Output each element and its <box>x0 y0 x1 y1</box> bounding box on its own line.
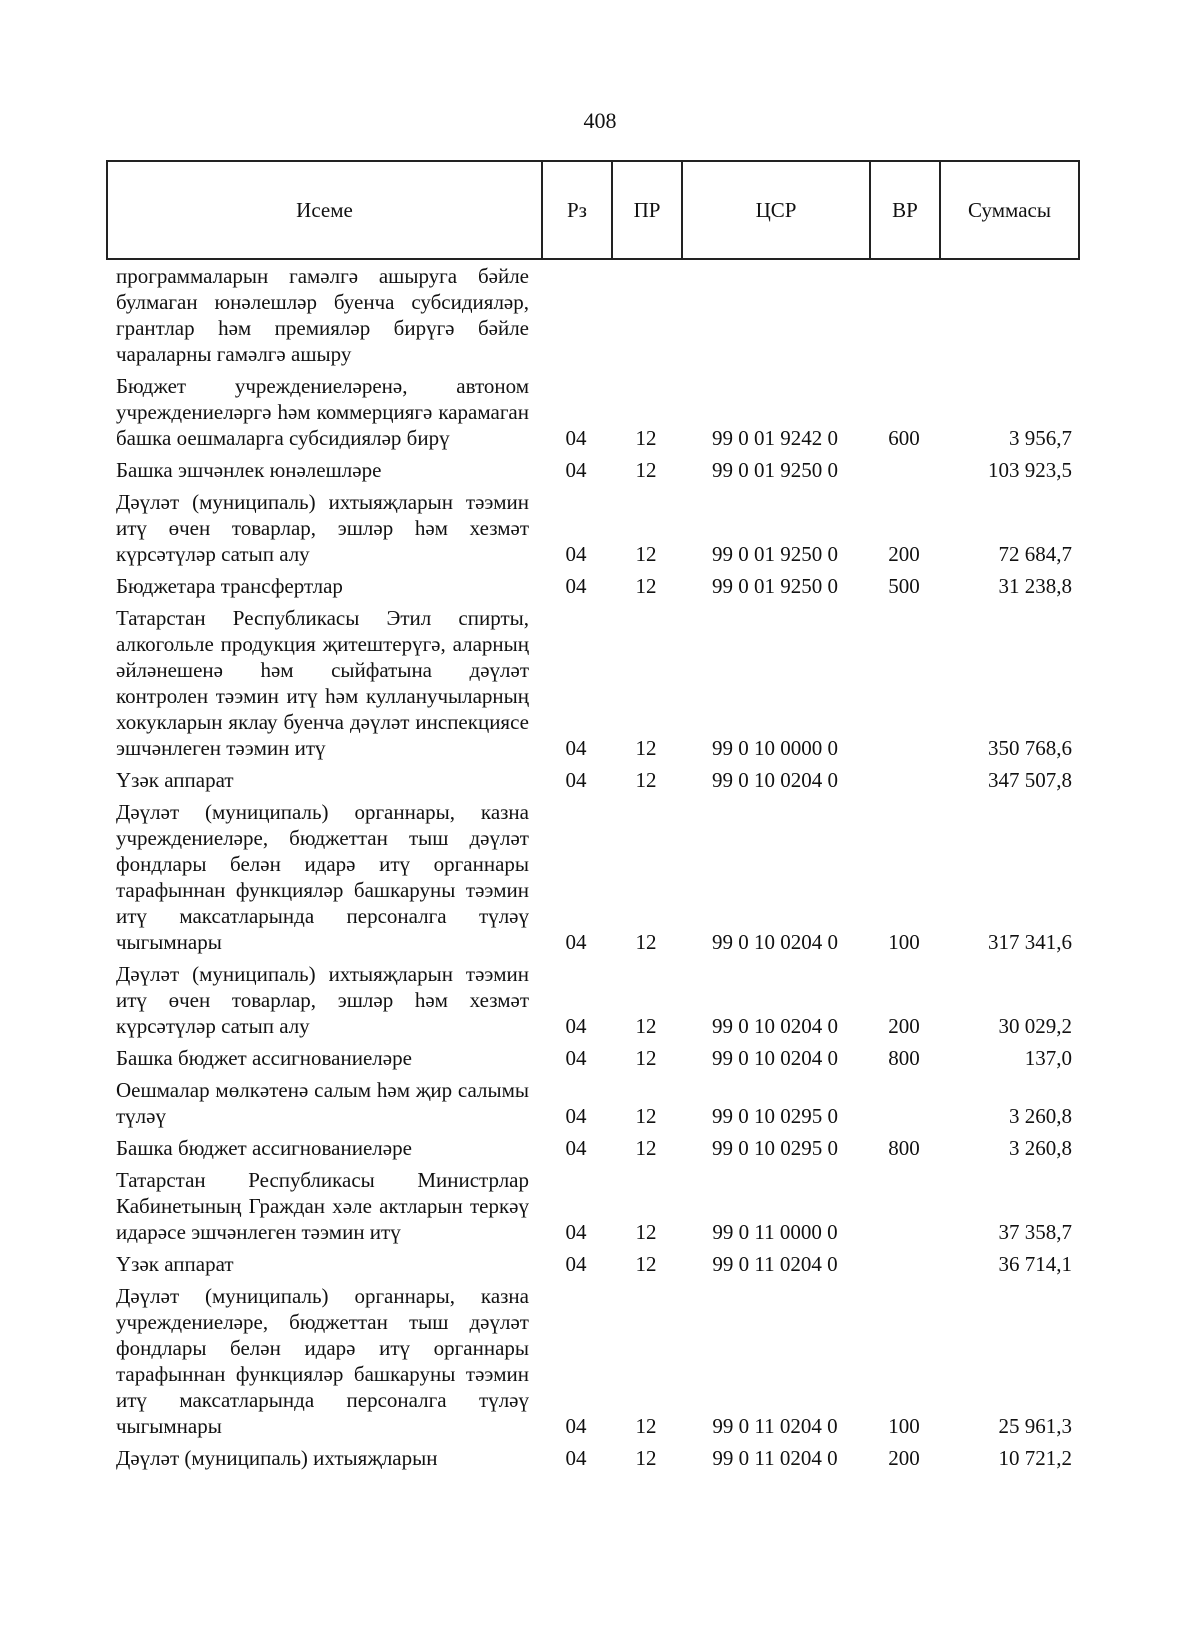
cell-sum: 317 341,6 <box>988 930 1072 954</box>
cell-vr <box>869 263 939 373</box>
cell-vr <box>869 605 939 767</box>
cell-vr <box>869 767 939 799</box>
cell-rz: 04 <box>565 1446 587 1470</box>
cell-csr <box>681 263 869 373</box>
cell-pr: 12 <box>635 1104 657 1128</box>
cell-csr: 99 0 10 0204 0 <box>712 1046 838 1070</box>
cell-rz: 04 <box>565 1014 587 1038</box>
cell-name: Үзәк аппарат <box>116 1252 234 1276</box>
cell-vr: 100 <box>888 1414 920 1438</box>
cell-rz: 04 <box>565 1104 587 1128</box>
cell-vr <box>869 1167 939 1251</box>
cell-sum: 37 358,7 <box>998 1220 1072 1244</box>
column-header-pr: ПР <box>612 161 682 259</box>
cell-rz: 04 <box>565 542 587 566</box>
column-header-vr: ВР <box>870 161 940 259</box>
cell-pr: 12 <box>635 426 657 450</box>
cell-pr: 12 <box>635 930 657 954</box>
cell-vr <box>869 1077 939 1135</box>
cell-csr: 99 0 11 0204 0 <box>712 1446 838 1470</box>
cell-rz: 04 <box>565 1252 587 1276</box>
cell-pr: 12 <box>635 736 657 760</box>
table-row <box>106 1445 1078 1477</box>
cell-sum: 103 923,5 <box>988 458 1072 482</box>
cell-csr: 99 0 01 9250 0 <box>712 458 838 482</box>
cell-csr: 99 0 10 0295 0 <box>712 1136 838 1160</box>
cell-name: Татарстан Республикасы Этил спирты, алкогольле продукция җитештерүгә, аларның әйләнешенә һәм сыйфатына дәүләт контролен тәэмин итү һәм кулланучыларның хокукларын яклау буенча дәүләт инспекциясе эшчәнлеген тәэмин итү <box>116 606 529 760</box>
table-row <box>106 373 1078 457</box>
cell-name: Башка бюджет ассигнованиеләре <box>116 1046 412 1070</box>
cell-sum: 347 507,8 <box>988 768 1072 792</box>
cell-name: программаларын гамәлгә ашыруга бәйле булмаган юнәлешләр буенча субсидияләр, грантлар һәм премияләр бирүгә бәйле чараларны гамәлгә ашыру <box>116 264 529 366</box>
cell-vr: 600 <box>888 426 920 450</box>
table-row <box>106 961 1078 1045</box>
cell-vr: 200 <box>888 1014 920 1038</box>
cell-csr: 99 0 10 0204 0 <box>712 768 838 792</box>
cell-rz: 04 <box>565 768 587 792</box>
cell-sum: 137,0 <box>1024 1046 1072 1070</box>
cell-pr: 12 <box>635 542 657 566</box>
cell-pr: 12 <box>635 1046 657 1070</box>
cell-vr: 500 <box>888 574 920 598</box>
cell-name: Бюджет учреждениеләренә, автоном учреждениеләргә һәм коммерциягә карамаган башка оешмаларга субсидияләр бирү <box>116 374 529 450</box>
cell-name: Дәүләт (муниципаль) органнары, казна учреждениеләре, бюджеттан тыш дәүләт фондлары белән идарә итү органнары тарафыннан функцияләр башкаруны тәэмин итү максатларында персоналга түләү чыгымнары <box>116 800 529 954</box>
cell-pr: 12 <box>635 1136 657 1160</box>
cell-rz: 04 <box>565 458 587 482</box>
cell-pr: 12 <box>635 1252 657 1276</box>
table-row <box>106 1251 1078 1283</box>
cell-rz: 04 <box>565 1414 587 1438</box>
cell-name: Оешмалар мөлкәтенә салым һәм җир салымы түләү <box>116 1078 529 1128</box>
column-header-csr: ЦСР <box>682 161 870 259</box>
cell-name: Үзәк аппарат <box>116 768 234 792</box>
cell-rz <box>541 263 611 373</box>
table-row <box>106 573 1078 605</box>
cell-name: Татарстан Республикасы Министрлар Кабинетының Граждан хәле актларын теркәү идарәсе эшчәнлеген тәэмин итү <box>116 1168 529 1244</box>
table-row <box>106 489 1078 573</box>
cell-vr: 800 <box>888 1046 920 1070</box>
cell-vr: 100 <box>888 930 920 954</box>
cell-pr: 12 <box>635 1220 657 1244</box>
table-row <box>106 457 1078 489</box>
cell-sum: 31 238,8 <box>998 574 1072 598</box>
cell-sum: 350 768,6 <box>988 736 1072 760</box>
column-header-rz: Рз <box>542 161 612 259</box>
cell-rz: 04 <box>565 930 587 954</box>
cell-pr: 12 <box>635 1414 657 1438</box>
cell-pr: 12 <box>635 1446 657 1470</box>
cell-vr <box>869 457 939 489</box>
cell-rz: 04 <box>565 574 587 598</box>
table-row <box>106 263 1078 373</box>
cell-sum: 72 684,7 <box>998 542 1072 566</box>
cell-vr: 800 <box>888 1136 920 1160</box>
cell-sum <box>939 263 1078 373</box>
cell-vr: 200 <box>888 1446 920 1470</box>
page-number: 408 <box>583 108 617 133</box>
table-row <box>106 605 1078 767</box>
cell-pr: 12 <box>635 768 657 792</box>
table-row <box>106 1077 1078 1135</box>
table-row <box>106 799 1078 961</box>
cell-csr: 99 0 10 0204 0 <box>712 1014 838 1038</box>
cell-sum: 30 029,2 <box>998 1014 1072 1038</box>
cell-name: Дәүләт (муниципаль) органнары, казна учреждениеләре, бюджеттан тыш дәүләт фондлары белән идарә итү органнары тарафыннан функцияләр башкаруны тәэмин итү максатларында персоналга түләү чыгымнары <box>116 1284 529 1438</box>
cell-rz: 04 <box>565 426 587 450</box>
cell-sum: 36 714,1 <box>998 1252 1072 1276</box>
cell-csr: 99 0 10 0204 0 <box>712 930 838 954</box>
cell-rz: 04 <box>565 736 587 760</box>
cell-csr: 99 0 10 0295 0 <box>712 1104 838 1128</box>
cell-name: Дәүләт (муниципаль) ихтыяҗларын <box>116 1446 438 1470</box>
cell-csr: 99 0 01 9242 0 <box>712 426 838 450</box>
table-header <box>106 160 1080 260</box>
table-row <box>106 1167 1078 1251</box>
cell-sum: 25 961,3 <box>998 1414 1072 1438</box>
cell-name: Башка эшчәнлек юнәлешләре <box>116 458 382 482</box>
table-row <box>106 1283 1078 1445</box>
table-row <box>106 767 1078 799</box>
cell-rz: 04 <box>565 1136 587 1160</box>
cell-rz: 04 <box>565 1220 587 1244</box>
cell-pr: 12 <box>635 1014 657 1038</box>
cell-csr: 99 0 01 9250 0 <box>712 574 838 598</box>
cell-name: Дәүләт (муниципаль) ихтыяҗларын тәэмин итү өчен товарлар, эшләр һәм хезмәт күрсәтүләр сатып алу <box>116 490 529 566</box>
cell-csr: 99 0 11 0000 0 <box>712 1220 838 1244</box>
column-header-name: Исеме <box>107 161 542 259</box>
cell-sum: 10 721,2 <box>998 1446 1072 1470</box>
budget-table <box>106 263 1078 1477</box>
cell-csr: 99 0 11 0204 0 <box>712 1414 838 1438</box>
cell-csr: 99 0 11 0204 0 <box>712 1252 838 1276</box>
cell-pr <box>611 263 681 373</box>
cell-sum: 3 260,8 <box>1009 1136 1072 1160</box>
cell-name: Бюджетара трансфертлар <box>116 574 343 598</box>
column-header-sum: Суммасы <box>940 161 1079 259</box>
table-row <box>106 1045 1078 1077</box>
cell-csr: 99 0 10 0000 0 <box>712 736 838 760</box>
cell-csr: 99 0 01 9250 0 <box>712 542 838 566</box>
cell-pr: 12 <box>635 458 657 482</box>
cell-pr: 12 <box>635 574 657 598</box>
table-row <box>106 1135 1078 1167</box>
cell-name: Башка бюджет ассигнованиеләре <box>116 1136 412 1160</box>
cell-vr: 200 <box>888 542 920 566</box>
cell-rz: 04 <box>565 1046 587 1070</box>
cell-vr <box>869 1251 939 1283</box>
cell-sum: 3 260,8 <box>1009 1104 1072 1128</box>
cell-name: Дәүләт (муниципаль) ихтыяҗларын тәэмин итү өчен товарлар, эшләр һәм хезмәт күрсәтүләр сатып алу <box>116 962 529 1038</box>
cell-sum: 3 956,7 <box>1009 426 1072 450</box>
